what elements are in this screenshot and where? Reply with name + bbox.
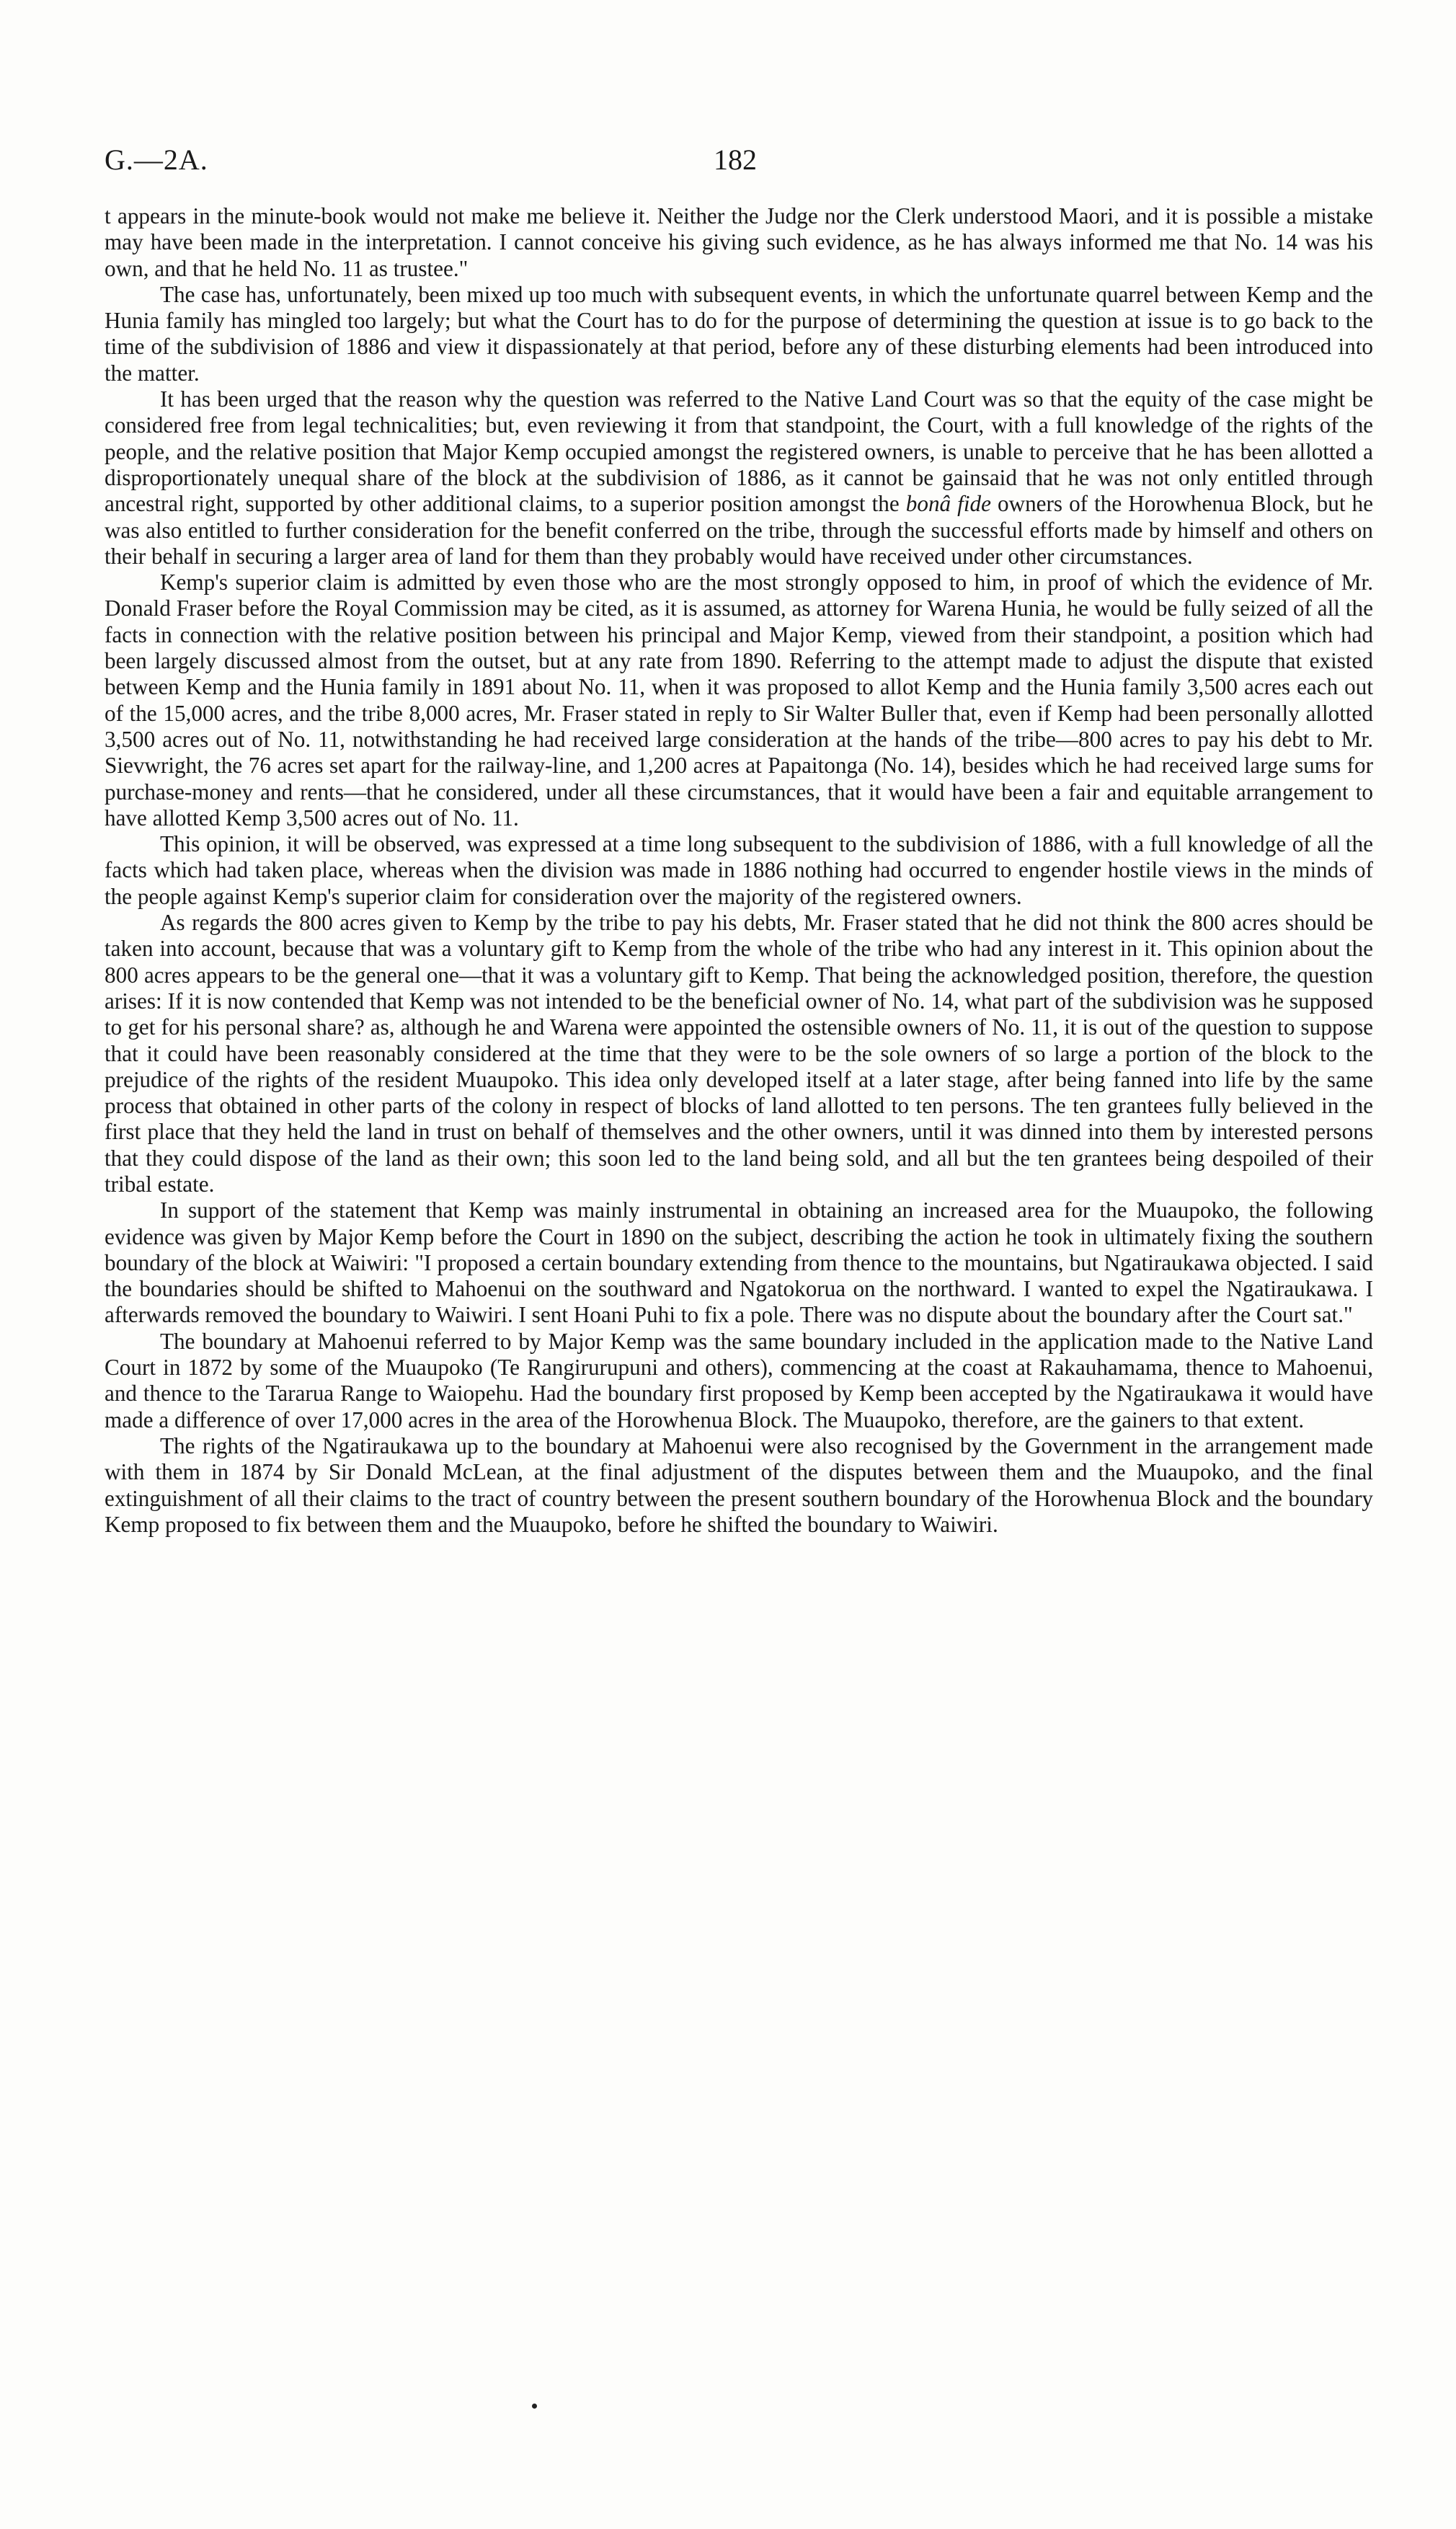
paragraph-3-text-before: It has been urged that the reason why the question was referred to the Native Land Court was so that the equity of the case might be considered free from legal technicalities; but, even reviewing it from that standpoint, the Court, with a full knowledge of the rights of the people, and the relative position that Major Kemp occupied amongst the registered owners, is unable to perceive that he has been allotted a disproportionately unequal share of the block at the subdivision of 1886, as it cannot be gainsaid that he was not only entitled through ancestral right, supported by other additional claims, to a superior position amongst the xyxy=(105,386,1373,517)
paragraph-3-italic: bonâ fide xyxy=(905,491,991,517)
paragraph-3 xyxy=(105,386,1373,570)
page-mark-dot xyxy=(532,2404,537,2409)
document-reference: G.—2A. xyxy=(105,143,208,176)
paragraph-3-text-after: owners of the Horowhenua Block, but he was also entitled to further consideration for the benefit conferred on the tribe, through the successful efforts made by himself and others on their behalf in securing a larger area of land for them than they probably would have received under other circumstances. xyxy=(105,491,1373,569)
paragraph-5: This opinion, it will be observed, was expressed at a time long subsequent to the subdivision of 1886, with a full knowledge of all the facts which had taken place, whereas when the division was made in 1886 nothing had occurred to engender hostile views in the minds of the people against Kemp's superior claim for consideration over the majority of the registered owners. xyxy=(105,831,1373,909)
paragraph-6: As regards the 800 acres given to Kemp by the tribe to pay his debts, Mr. Fraser stated that he did not think the 800 acres should be taken into account, because that was a voluntary gift to Kemp from the whole of the tribe who had any interest in it. This opinion about the 800 acres appears to be the general one—that it was a voluntary gift to Kemp. That being the acknowledged position, therefore, the question arises: If it is now contended that Kemp was not intended to be the beneficial owner of No. 14, what part of the subdivision was he supposed to get for his personal share? as, although he and Warena were appointed the ostensible owners of No. 11, it is out of the question to suppose that it could have been reasonably considered at the time that they were to be the sole owners of so large a portion of the block to the prejudice of the rights of the resident Muaupoko. This idea only developed itself at a later stage, after being fanned into life by the same process that obtained in other parts of the colony in respect of blocks of land allotted to ten persons. The ten grantees fully believed in the first place that they held the land in trust on behalf of themselves and the other owners, until it was dinned into them by interested persons that they could dispose of the land as their own; this soon led to the land being sold, and all but the ten grantees being despoiled of their tribal estate. xyxy=(105,910,1373,1197)
paragraph-9: The rights of the Ngatiraukawa up to the boundary at Mahoenui were also recognised by the Government in the arrangement made with them in 1874 by Sir Donald McLean, at the final adjustment of the disputes between them and the Muaupoko, and the final extinguishment of all their claims to the tract of country between the present southern boundary of the Horowhenua Block and the boundary Kemp proposed to fix between them and the Muaupoko, before he shifted the boundary to Waiwiri. xyxy=(105,1432,1373,1537)
paragraph-4: Kemp's superior claim is admitted by even those who are the most strongly opposed to him, in proof of which the evidence of Mr. Donald Fraser before the Royal Commission may be cited, as it is assumed, as attorney for Warena Hunia, he would be fully seized of all the facts in connection with the relative position between his principal and Major Kemp, viewed from their standpoint, a position which had been largely discussed almost from the outset, but at any rate from 1890. Referring to the attempt made to adjust the dispute that existed between Kemp and the Hunia family in 1891 about No. 11, when it was proposed to allot Kemp and the Hunia family 3,500 acres each out of the 15,000 acres, and the tribe 8,000 acres, Mr. Fraser stated in reply to Sir Walter Buller that, even if Kemp had been personally allotted 3,500 acres out of No. 11, notwithstanding he had received large consideration at the hands of the tribe—800 acres to pay his debt to Mr. Sievwright, the 76 acres set apart for the railway-line, and 1,200 acres at Papaitonga (No. 14), besides which he had received large sums for purchase-money and rents—that he considered, under all these circumstances, that it would have been a fair and equitable arrangement to have allotted Kemp 3,500 acres out of No. 11. xyxy=(105,570,1373,831)
page-header xyxy=(105,143,1373,186)
paragraph-1: t appears in the minute-book would not make me believe it. Neither the Judge nor the Clerk understood Maori, and it is possible a mistake may have been made in the interpretation. I cannot conceive his giving such evidence, as he has always informed me that No. 14 was his own, and that he held No. 11 as trustee." xyxy=(105,203,1373,281)
paragraph-2: The case has, unfortunately, been mixed up too much with subsequent events, in which the unfortunate quarrel between Kemp and the Hunia family has mingled too largely; but what the Court has to do for the purpose of determining the question at issue is to go back to the time of the subdivision of 1886 and view it dispassionately at that period, before any of these disturbing elements had been introduced into the matter. xyxy=(105,281,1373,386)
body-text xyxy=(105,203,1373,1538)
paragraph-8: The boundary at Mahoenui referred to by Major Kemp was the same boundary included in the application made to the Native Land Court in 1872 by some of the Muaupoko (Te Rangirurupuni and others), commencing at the coast at Rakauhamama, thence to Mahoenui, and thence to the Tararua Range to Waiopehu. Had the boundary first proposed by Kemp been accepted by the Ngatiraukawa it would have made a difference of over 17,000 acres in the area of the Horowhenua Block. The Muaupoko, therefore, are the gainers to that extent. xyxy=(105,1328,1373,1432)
paragraph-7: In support of the statement that Kemp was mainly instrumental in obtaining an increased area for the Muaupoko, the following evidence was given by Major Kemp before the Court in 1890 on the subject, describing the action he took in ultimately fixing the southern boundary of the block at Waiwiri: "I proposed a certain boundary extending from thence to the mountains, but Ngatiraukawa objected. I said the boundaries should be shifted to Mahoenui on the southward and Ngatokorua on the northward. I wanted to expel the Ngatiraukawa. I afterwards removed the boundary to Waiwiri. I sent Hoani Puhi to fix a pole. There was no dispute about the boundary after the Court sat." xyxy=(105,1197,1373,1328)
page-number: 182 xyxy=(714,143,757,176)
